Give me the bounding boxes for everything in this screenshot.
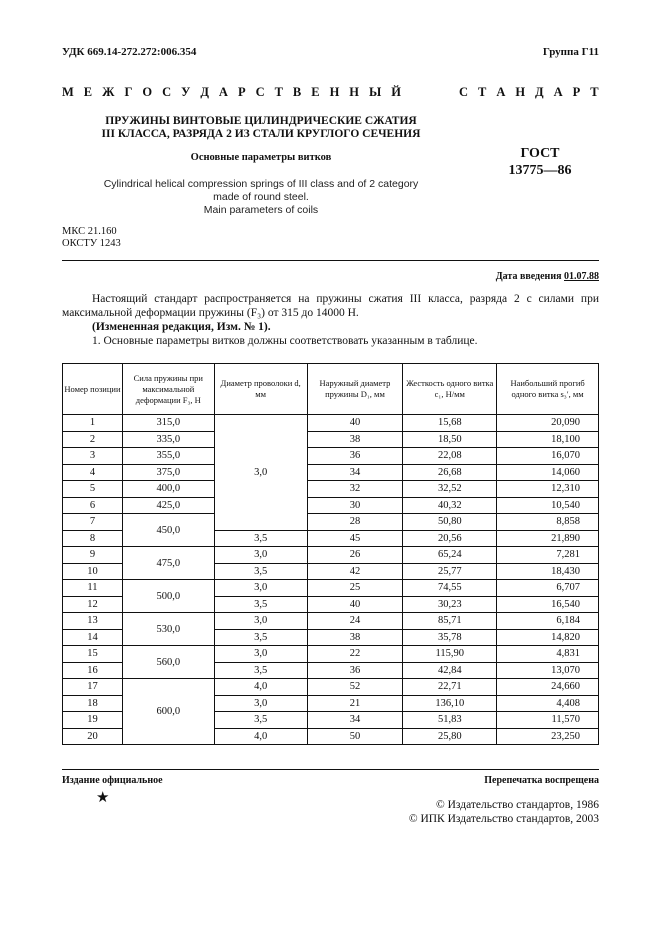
cell-deflection: 14,060 (497, 464, 599, 481)
cell-force: 425,0 (122, 497, 214, 514)
cell-stiffness: 51,83 (403, 712, 497, 729)
cell-stiffness: 42,84 (403, 662, 497, 679)
cell-wire-diameter: 3,0 (214, 547, 307, 564)
official-edition: Издание официальное (62, 775, 163, 786)
heading-letter: Д (200, 85, 209, 99)
header-position: Номер позиции (63, 364, 123, 415)
table-row (63, 431, 599, 448)
table-row (63, 646, 599, 663)
cell-position: 16 (63, 662, 123, 679)
heading-letter: Ж (102, 85, 115, 99)
cell-position: 14 (63, 629, 123, 646)
cell-outer-diameter: 42 (307, 563, 403, 580)
cell-stiffness: 50,80 (403, 514, 497, 531)
cell-wire-diameter: 3,0 (214, 646, 307, 663)
header-stiffness: Жесткость одного витка c₁, Н/мм (403, 364, 497, 415)
header-deflection: Наибольший прогиб одного витка s₃′, мм (497, 364, 599, 415)
mks-code: МКС 21.160 (62, 226, 117, 237)
cell-wire-diameter: 3,0 (214, 415, 307, 531)
cell-wire-diameter: 4,0 (214, 679, 307, 696)
heading-letter: Н (515, 85, 526, 99)
cell-stiffness: 74,55 (403, 580, 497, 597)
cell-deflection: 24,660 (497, 679, 599, 696)
cell-deflection: 4,831 (497, 646, 599, 663)
cell-outer-diameter: 26 (307, 547, 403, 564)
gost-number: 13775—86 (508, 163, 572, 178)
english-title (62, 178, 460, 217)
cell-outer-diameter: 28 (307, 514, 403, 531)
heading-letter: Г (124, 85, 133, 99)
cell-wire-diameter: 3,5 (214, 629, 307, 646)
cell-position: 11 (63, 580, 123, 597)
group-code: Группа Г11 (542, 46, 599, 58)
heading-letter: М (62, 85, 74, 99)
cell-wire-diameter: 3,5 (214, 712, 307, 729)
heading-letter: В (292, 85, 302, 99)
cell-deflection: 18,100 (497, 431, 599, 448)
cell-stiffness: 26,68 (403, 464, 497, 481)
cell-outer-diameter: 25 (307, 580, 403, 597)
cell-force: 475,0 (122, 547, 214, 580)
heading-letter: Н (349, 85, 360, 99)
english-title-line-3: Main parameters of coils (203, 204, 319, 216)
table-row (63, 679, 599, 696)
heading-letter: Т (477, 85, 487, 99)
cell-stiffness: 22,71 (403, 679, 497, 696)
clause-1: 1. Основные параметры витков должны соответствовать указанным в таблице. (92, 335, 478, 347)
cell-wire-diameter: 4,0 (214, 728, 307, 745)
cell-force: 335,0 (122, 431, 214, 448)
cell-force: 400,0 (122, 481, 214, 498)
heading-letter: О (142, 85, 153, 99)
cell-position: 3 (63, 448, 123, 465)
cell-stiffness: 136,10 (403, 695, 497, 712)
udk-code: УДК 669.14-272.272:006.354 (62, 46, 197, 58)
cell-wire-diameter: 3,5 (214, 530, 307, 547)
cell-deflection: 14,820 (497, 629, 599, 646)
cell-wire-diameter: 3,5 (214, 563, 307, 580)
document-title (62, 115, 460, 141)
heading-letter: Р (237, 85, 246, 99)
heading-letter: А (553, 85, 563, 99)
header-outer-diameter: Наружный диаметр пружины D₁, мм (307, 364, 403, 415)
cell-outer-diameter: 38 (307, 629, 403, 646)
heading-letter: Р (572, 85, 581, 99)
cell-stiffness: 25,77 (403, 563, 497, 580)
scope-paragraph: Настоящий стандарт распространяется на пружины сжатия III класса, разряда 2 с силами при максимальной деформации пружины (F₃) от 315 до 14000 Н. (62, 293, 599, 319)
cell-position: 13 (63, 613, 123, 630)
cell-outer-diameter: 52 (307, 679, 403, 696)
cell-deflection: 6,707 (497, 580, 599, 597)
cell-position: 12 (63, 596, 123, 613)
cell-outer-diameter: 45 (307, 530, 403, 547)
cell-stiffness: 85,71 (403, 613, 497, 630)
reprint-prohibited: Перепечатка воспрещена (484, 775, 599, 786)
cell-outer-diameter: 40 (307, 415, 403, 432)
introduction-date (480, 271, 599, 282)
cell-outer-diameter: 22 (307, 646, 403, 663)
cell-force: 600,0 (122, 679, 214, 745)
heading-letter: Е (83, 85, 93, 99)
cell-deflection: 8,858 (497, 514, 599, 531)
cell-outer-diameter: 34 (307, 712, 403, 729)
table-row (63, 613, 599, 630)
cell-position: 2 (63, 431, 123, 448)
heading-letter: Е (311, 85, 320, 99)
english-title-line-1: Cylindrical helical compression springs of III class and of 2 category (103, 178, 419, 190)
table-row (63, 514, 599, 531)
cell-position: 17 (63, 679, 123, 696)
cell-stiffness: 18,50 (403, 431, 497, 448)
gost-label: ГОСТ (520, 146, 560, 161)
copyright-2003: © ИПК Издательство стандартов, 2003 (408, 813, 599, 825)
parameters-table (62, 363, 599, 745)
cell-wire-diameter: 3,0 (214, 695, 307, 712)
cell-deflection: 21,890 (497, 530, 599, 547)
intro-date-label: Дата введения (495, 271, 562, 282)
cell-position: 8 (63, 530, 123, 547)
cell-force: 450,0 (122, 514, 214, 547)
divider (62, 260, 599, 261)
cell-stiffness: 30,23 (403, 596, 497, 613)
heading-letter: С (255, 85, 265, 99)
copyright (409, 798, 599, 826)
cell-force: 560,0 (122, 646, 214, 679)
cell-outer-diameter: 36 (307, 662, 403, 679)
cell-outer-diameter: 34 (307, 464, 403, 481)
cell-wire-diameter: 3,5 (214, 662, 307, 679)
gost-designation (480, 145, 600, 179)
header-force: Сила пружины при максимальной деформации F₃, Н (122, 364, 214, 415)
star-icon: ★ (96, 790, 110, 806)
heading-letter: Т (274, 85, 283, 99)
title-line-1: ПРУЖИНЫ ВИНТОВЫЕ ЦИЛИНДРИЧЕСКИЕ СЖАТИЯ (105, 115, 417, 127)
cell-stiffness: 15,68 (403, 415, 497, 432)
heading-letter: Т (590, 85, 599, 99)
table-row (63, 464, 599, 481)
heading-letter: С (162, 85, 172, 99)
cell-outer-diameter: 24 (307, 613, 403, 630)
cell-position: 10 (63, 563, 123, 580)
heading-letter: Й (391, 85, 401, 99)
cell-stiffness: 22,08 (403, 448, 497, 465)
cell-outer-diameter: 36 (307, 448, 403, 465)
table-row (63, 497, 599, 514)
cell-deflection: 13,070 (497, 662, 599, 679)
table-row (63, 547, 599, 564)
copyright-1986: © Издательство стандартов, 1986 (435, 799, 599, 811)
table-row (63, 481, 599, 498)
cell-position: 9 (63, 547, 123, 564)
heading-letter: Д (535, 85, 544, 99)
document-subtitle: Основные параметры витков (190, 152, 332, 163)
cell-deflection: 11,570 (497, 712, 599, 729)
cell-outer-diameter: 40 (307, 596, 403, 613)
table-row (63, 415, 599, 432)
cell-stiffness: 65,24 (403, 547, 497, 564)
cell-deflection: 7,281 (497, 547, 599, 564)
cell-position: 18 (63, 695, 123, 712)
interstate-standard-heading (62, 85, 599, 100)
cell-wire-diameter: 3,0 (214, 580, 307, 597)
table-row (63, 580, 599, 597)
okstu-code: ОКСТУ 1243 (62, 238, 121, 249)
cell-force: 500,0 (122, 580, 214, 613)
cell-position: 1 (63, 415, 123, 432)
cell-outer-diameter: 30 (307, 497, 403, 514)
cell-deflection: 23,250 (497, 728, 599, 745)
cell-position: 7 (63, 514, 123, 531)
cell-stiffness: 32,52 (403, 481, 497, 498)
amendment-note: (Измененная редакция, Изм. № 1). (92, 321, 271, 333)
footer-divider (62, 769, 599, 770)
cell-position: 6 (63, 497, 123, 514)
cell-deflection: 16,070 (497, 448, 599, 465)
cell-deflection: 4,408 (497, 695, 599, 712)
cell-position: 19 (63, 712, 123, 729)
heading-letter: С (458, 85, 468, 99)
english-title-line-2: made of round steel. (213, 191, 309, 203)
cell-force: 355,0 (122, 448, 214, 465)
cell-stiffness: 25,80 (403, 728, 497, 745)
cell-stiffness: 115,90 (403, 646, 497, 663)
cell-outer-diameter: 21 (307, 695, 403, 712)
cell-position: 20 (63, 728, 123, 745)
heading-letter: А (218, 85, 228, 99)
cell-deflection: 12,310 (497, 481, 599, 498)
table-row (63, 448, 599, 465)
cell-deflection: 20,090 (497, 415, 599, 432)
cell-force: 315,0 (122, 415, 214, 432)
heading-letter: Н (329, 85, 340, 99)
cell-outer-diameter: 38 (307, 431, 403, 448)
cell-deflection: 10,540 (497, 497, 599, 514)
cell-stiffness: 40,32 (403, 497, 497, 514)
cell-deflection: 18,430 (497, 563, 599, 580)
cell-position: 4 (63, 464, 123, 481)
header-wire-diameter: Диаметр проволоки d, мм (214, 364, 307, 415)
intro-date-value: 01.07.88 (564, 271, 599, 282)
cell-stiffness: 35,78 (403, 629, 497, 646)
heading-letter: А (496, 85, 506, 99)
cell-wire-diameter: 3,5 (214, 596, 307, 613)
cell-stiffness: 20,56 (403, 530, 497, 547)
cell-outer-diameter: 32 (307, 481, 403, 498)
heading-letter: У (181, 85, 191, 99)
cell-outer-diameter: 50 (307, 728, 403, 745)
title-line-2: III КЛАССА, РАЗРЯДА 2 ИЗ СТАЛИ КРУГЛОГО СЕЧЕНИЯ (101, 128, 421, 140)
classification-codes (62, 226, 121, 250)
cell-force: 530,0 (122, 613, 214, 646)
cell-position: 5 (63, 481, 123, 498)
heading-letter: Ы (369, 85, 382, 99)
cell-deflection: 16,540 (497, 596, 599, 613)
cell-wire-diameter: 3,0 (214, 613, 307, 630)
cell-position: 15 (63, 646, 123, 663)
cell-deflection: 6,184 (497, 613, 599, 630)
cell-force: 375,0 (122, 464, 214, 481)
word-gap (411, 85, 449, 100)
